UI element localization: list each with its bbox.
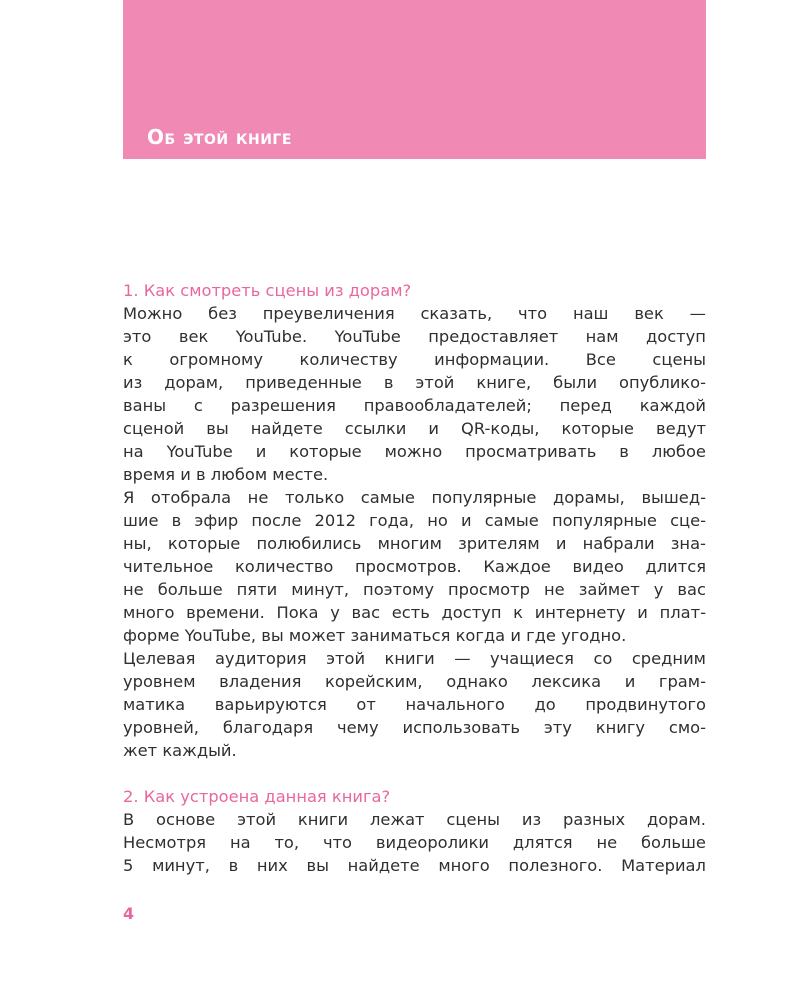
- word: которые: [167, 534, 241, 553]
- word: в: [228, 856, 239, 875]
- word: полюбились: [256, 534, 362, 553]
- word: них: [256, 856, 288, 875]
- word: минут,: [291, 580, 350, 599]
- word: эфир: [194, 511, 239, 530]
- word: то,: [274, 833, 300, 852]
- word: только: [284, 488, 345, 507]
- word: книге,: [476, 373, 532, 392]
- section-2-text: [123, 808, 706, 877]
- word: и: [460, 511, 472, 530]
- word: Все: [585, 350, 616, 369]
- word: больше: [157, 580, 223, 599]
- word: длится: [645, 557, 706, 576]
- word: времени.: [186, 603, 265, 622]
- chapter-header-band: [123, 0, 706, 159]
- word: правообладателей;: [363, 396, 532, 415]
- word: преувеличения: [262, 304, 395, 323]
- word: уровней,: [123, 718, 199, 737]
- word: разных: [562, 810, 626, 829]
- word: сцены: [652, 350, 706, 369]
- word: Материал: [621, 856, 706, 875]
- word: в: [383, 373, 394, 392]
- word: наш: [572, 304, 609, 323]
- word: к: [513, 603, 524, 622]
- text-line: [123, 601, 706, 624]
- word: дорам.: [646, 810, 706, 829]
- text-line: время и в любом месте.: [123, 465, 329, 484]
- text-line: [123, 532, 706, 555]
- word: которые: [289, 442, 362, 461]
- word: доступ: [441, 603, 502, 622]
- word: у: [653, 580, 664, 599]
- word: Я: [123, 488, 135, 507]
- word: популярные: [551, 511, 657, 530]
- word: на: [229, 833, 251, 852]
- text-line: [123, 647, 706, 670]
- word: зна-: [670, 534, 706, 553]
- word: эту: [543, 718, 572, 737]
- word: из: [123, 373, 143, 392]
- word: отобрала: [150, 488, 232, 507]
- word: сценой: [123, 419, 185, 438]
- word: сказать,: [420, 304, 493, 323]
- text-line: [123, 417, 706, 440]
- word: благодаря: [222, 718, 314, 737]
- word: этой: [326, 649, 366, 668]
- word: 5: [123, 856, 134, 875]
- section-gap: [123, 762, 706, 785]
- word: со: [593, 649, 613, 668]
- text-line: [123, 854, 706, 877]
- word: интернету: [534, 603, 626, 622]
- word: чему: [337, 718, 379, 737]
- word: длятся: [512, 833, 573, 852]
- word: Несмотря: [123, 833, 207, 852]
- word: не: [247, 488, 269, 507]
- word: век: [178, 327, 209, 346]
- word: чительное: [123, 557, 214, 576]
- word: корейским,: [325, 672, 423, 691]
- word: просмотр: [447, 580, 530, 599]
- text-line: [123, 302, 706, 325]
- word: много: [438, 856, 490, 875]
- word: книги: [297, 810, 349, 829]
- text-line: [123, 555, 706, 578]
- word: вас: [677, 580, 706, 599]
- word: уровнем: [123, 672, 196, 691]
- word: книгу: [595, 718, 646, 737]
- word: век: [634, 304, 664, 323]
- word: количество: [234, 557, 334, 576]
- word: владения: [219, 672, 302, 691]
- word: с: [193, 396, 203, 415]
- word: ваны: [123, 396, 167, 415]
- text-line: [123, 394, 706, 417]
- word: поэтому: [363, 580, 434, 599]
- word: не: [123, 580, 144, 599]
- word: больше: [641, 833, 706, 852]
- section-heading-2: 2. Как устроена данная книга?: [123, 787, 391, 806]
- text-line: [123, 509, 706, 532]
- word: этой: [237, 810, 277, 829]
- word: YouTube: [334, 327, 401, 346]
- word: основе: [156, 810, 216, 829]
- text-line: [123, 693, 706, 716]
- text-line: форме YouTube, вы может заниматься когда и где угодно.: [123, 626, 627, 645]
- text-line: [123, 578, 706, 601]
- word: доступ: [646, 327, 706, 346]
- text-line: [123, 486, 706, 509]
- word: вас: [351, 603, 381, 622]
- word: любое: [651, 442, 706, 461]
- word: от: [356, 695, 376, 714]
- word: аудитория: [214, 649, 307, 668]
- page-body: [123, 279, 706, 877]
- word: которые: [561, 419, 634, 438]
- word: средним: [631, 649, 706, 668]
- word: до: [534, 695, 556, 714]
- word: видео: [572, 557, 624, 576]
- word: без: [208, 304, 237, 323]
- word: смо-: [668, 718, 706, 737]
- word: и: [255, 442, 267, 461]
- word: можно: [384, 442, 443, 461]
- word: опублико-: [619, 373, 706, 392]
- word: приведенные: [245, 373, 362, 392]
- word: использовать: [402, 718, 520, 737]
- word: зрителям: [458, 534, 540, 553]
- word: нам: [585, 327, 619, 346]
- word: и: [637, 603, 648, 622]
- word: вышед-: [641, 488, 706, 507]
- word: что: [322, 833, 353, 852]
- word: пяти: [236, 580, 278, 599]
- word: 2012: [314, 511, 356, 530]
- word: есть: [391, 603, 430, 622]
- word: этой: [415, 373, 455, 392]
- word: предоставляет: [428, 327, 559, 346]
- word: видеоролики: [375, 833, 490, 852]
- word: в: [171, 511, 182, 530]
- word: не: [543, 580, 565, 599]
- word: минут,: [152, 856, 210, 875]
- page-number: 4: [123, 904, 135, 923]
- word: были: [553, 373, 598, 392]
- word: огромному: [169, 350, 263, 369]
- chapter-title: Об этой книге: [147, 125, 292, 149]
- word: у: [330, 603, 340, 622]
- word: много: [123, 603, 175, 622]
- text-line: [123, 440, 706, 463]
- text-line: [123, 348, 706, 371]
- word: лежат: [369, 810, 425, 829]
- word: ны,: [123, 534, 152, 553]
- word: лексика: [531, 672, 602, 691]
- word: информации.: [434, 350, 550, 369]
- word: В: [123, 810, 135, 829]
- word: YouTube.: [235, 327, 308, 346]
- word: займет: [578, 580, 640, 599]
- word: матика: [123, 695, 186, 714]
- word: Пока: [276, 603, 319, 622]
- word: ведут: [655, 419, 706, 438]
- word: к: [123, 350, 133, 369]
- word: что: [518, 304, 548, 323]
- word: самые: [360, 488, 415, 507]
- text-line: [123, 808, 706, 831]
- word: плат-: [659, 603, 706, 622]
- word: грам-: [658, 672, 706, 691]
- word: однако: [446, 672, 508, 691]
- word: просматривать: [465, 442, 597, 461]
- word: и: [555, 534, 567, 553]
- word: многим: [377, 534, 442, 553]
- word: сце-: [670, 511, 706, 530]
- word: продвинутого: [585, 695, 706, 714]
- word: YouTube: [166, 442, 233, 461]
- word: Можно: [123, 304, 183, 323]
- word: и: [428, 419, 439, 438]
- word: найдете: [347, 856, 420, 875]
- word: варьируются: [214, 695, 327, 714]
- word: дорамы,: [553, 488, 625, 507]
- word: набрали: [582, 534, 655, 553]
- text-line: жет каждый.: [123, 741, 237, 760]
- text-line: [123, 716, 706, 739]
- word: года,: [369, 511, 415, 530]
- word: начального: [405, 695, 505, 714]
- word: вы: [206, 419, 229, 438]
- text-line: [123, 325, 706, 348]
- word: —: [689, 304, 706, 323]
- word: учащиеся: [490, 649, 574, 668]
- word: из: [521, 810, 542, 829]
- word: сцены: [446, 810, 500, 829]
- word: найдете: [250, 419, 323, 438]
- word: не: [596, 833, 618, 852]
- word: но: [427, 511, 448, 530]
- word: это: [123, 327, 152, 346]
- word: каждой: [639, 396, 706, 415]
- text-line: [123, 831, 706, 854]
- word: на: [123, 442, 144, 461]
- word: QR-коды,: [461, 419, 540, 438]
- section-heading-1: 1. Как смотреть сцены из дорам?: [123, 281, 412, 300]
- word: самые: [484, 511, 539, 530]
- word: полезного.: [508, 856, 603, 875]
- word: популярные: [431, 488, 537, 507]
- word: просмотров.: [355, 557, 462, 576]
- word: Каждое: [483, 557, 551, 576]
- word: ссылки: [344, 419, 407, 438]
- text-line: [123, 670, 706, 693]
- word: книги: [384, 649, 435, 668]
- word: количеству: [299, 350, 398, 369]
- word: дорам,: [164, 373, 224, 392]
- word: —: [454, 649, 471, 668]
- word: разрешения: [230, 396, 336, 415]
- word: после: [251, 511, 302, 530]
- text-line: [123, 371, 706, 394]
- word: перед: [559, 396, 612, 415]
- word: Целевая: [123, 649, 196, 668]
- section-1-text: [123, 302, 706, 762]
- word: шие: [123, 511, 159, 530]
- word: и: [624, 672, 636, 691]
- word: вы: [306, 856, 329, 875]
- word: в: [619, 442, 629, 461]
